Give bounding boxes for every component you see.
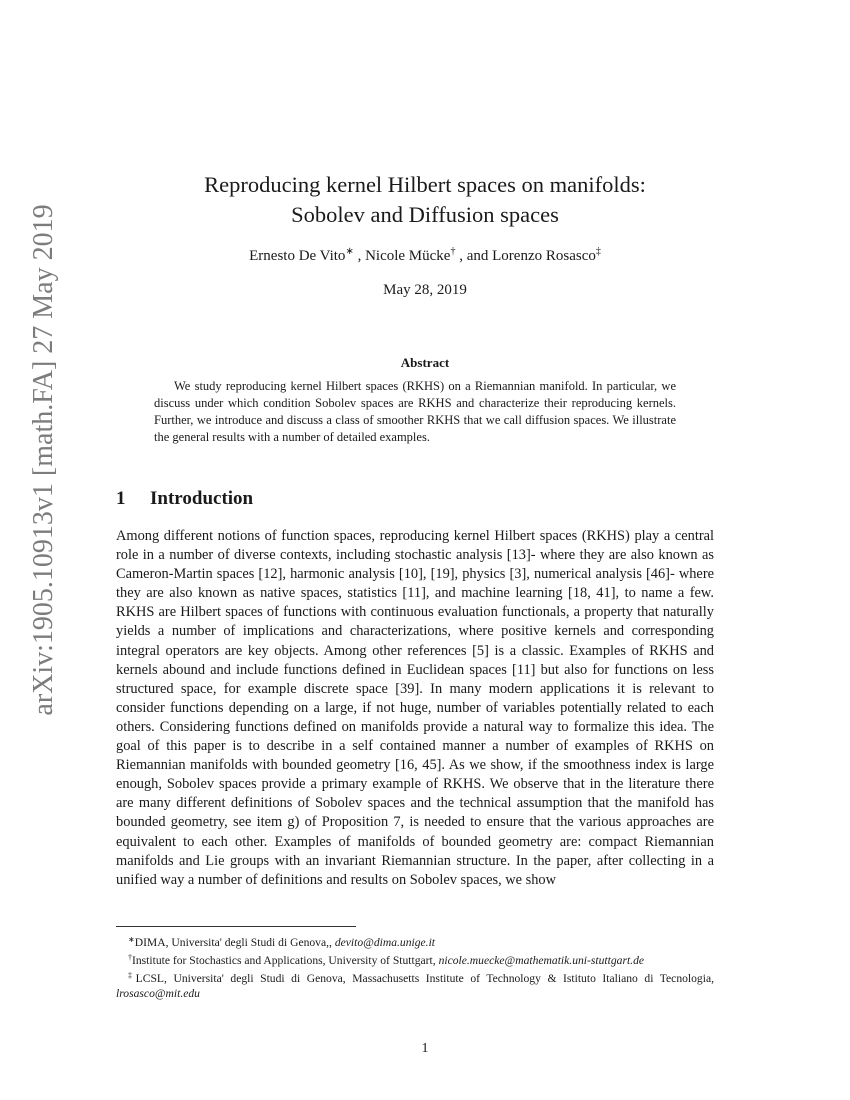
paper-date: May 28, 2019 xyxy=(383,282,467,298)
title-line-1: Reproducing kernel Hilbert spaces on manifolds: xyxy=(204,172,646,197)
author-name: Lorenzo Rosasco xyxy=(492,248,596,264)
paper-title xyxy=(0,170,850,230)
footnote-email: nicole.muecke@mathematik.uni-stuttgart.de xyxy=(438,954,645,967)
footnote-text: DIMA, Universita' degli Studi di Genova,, xyxy=(134,936,335,949)
footnote xyxy=(116,968,714,1001)
arxiv-side-stamp: arXiv:1905.10913v1 [math.FA] 27 May 2019 xyxy=(28,204,59,716)
author-footnote-mark: † xyxy=(450,246,456,257)
author-footnote-mark: ∗ xyxy=(345,246,354,257)
section-number: 1 xyxy=(116,488,126,509)
title-line-2: Sobolev and Diffusion spaces xyxy=(291,202,559,227)
footnote-email: devito@dima.unige.it xyxy=(334,936,436,949)
footnote-mark: † xyxy=(128,953,132,962)
abstract-heading: Abstract xyxy=(400,355,450,370)
footnote xyxy=(116,932,714,950)
introduction-paragraph: Among different notions of function spaces, reproducing kernel Hilbert spaces (RKHS) play a central role in a number of diverse contexts, including stochastic analysis [13]- where they are also known as Cameron-Martin spaces [12], harmonic analysis [10], [19], physics [3], numerical analysis [46]- where they are also known as native spaces, statistics [11], and machine learning [18, 41], to name a few. RKHS are Hilbert spaces of functions with continuous evaluation functionals, a property that naturally yields a number of implications and characterizations, where positive kernels and corresponding integral operators are key objects. Among other references [5] is a classic. Examples of RKHS and kernels abound and include functions defined in Euclidean spaces [11] but also for functions on less structured space, for example discrete space [39]. In many modern applications it is relevant to consider functions depending on a large, if not huge, number of variables potentially related to each others. Considering functions defined on manifolds provide a natural way to formalize this idea. The goal of this paper is to describe in a self contained manner a number of examples of RKHS on Riemannian manifolds with bounded geometry [16, 45]. As we show, if the smoothness index is large enough, Sobolev spaces provide a primary example of RKHS. We observe that in the literature there are many different definitions of Sobolev spaces and the technical assumption that the manifold has bounded geometry, see item g) of Proposition 7, is needed to ensure that the various approaches are equivalent to each other. Examples of manifolds of bounded geometry are: compact Riemannian manifolds and Lie groups with an invariant Riemannian structure. In the paper, after collecting in a unified way a number of definitions and results on Sobolev spaces, we show xyxy=(116,528,714,888)
page-number: 1 xyxy=(421,1041,429,1056)
author-list xyxy=(0,246,850,265)
section-heading xyxy=(116,488,253,510)
footnote-rule xyxy=(116,926,356,927)
author-name: Ernesto De Vito xyxy=(249,248,346,264)
abstract-text: We study reproducing kernel Hilbert spaces (RKHS) on a Riemannian manifold. In particular, we discuss under which condition Sobolev spaces are RKHS and characterize their reproducing kernels. Further, we introduce and discuss a class of smoother RKHS that we call diffusion spaces. We illustrate the general results with a number of detailed examples. xyxy=(154,379,676,444)
author-name: Nicole Mücke xyxy=(365,248,451,264)
section-title: Introduction xyxy=(150,488,254,509)
author-separator: , and xyxy=(459,248,489,264)
footnote-email: lrosasco@mit.edu xyxy=(116,987,200,1000)
footnote-mark: ∗ xyxy=(128,935,135,944)
footnote-text: Institute for Stochastics and Applications, University of Stuttgart, xyxy=(132,954,439,967)
footnote xyxy=(116,950,714,968)
footnotes xyxy=(116,932,714,1001)
author-separator: , xyxy=(357,248,362,264)
author-footnote-mark: ‡ xyxy=(595,246,601,257)
footnote-mark: ‡ xyxy=(128,971,136,980)
footnote-text: LCSL, Universita' degli Studi di Genova, Massachusetts Institute of Technology & Istituto Italiano di Tecnologia, xyxy=(135,972,714,985)
